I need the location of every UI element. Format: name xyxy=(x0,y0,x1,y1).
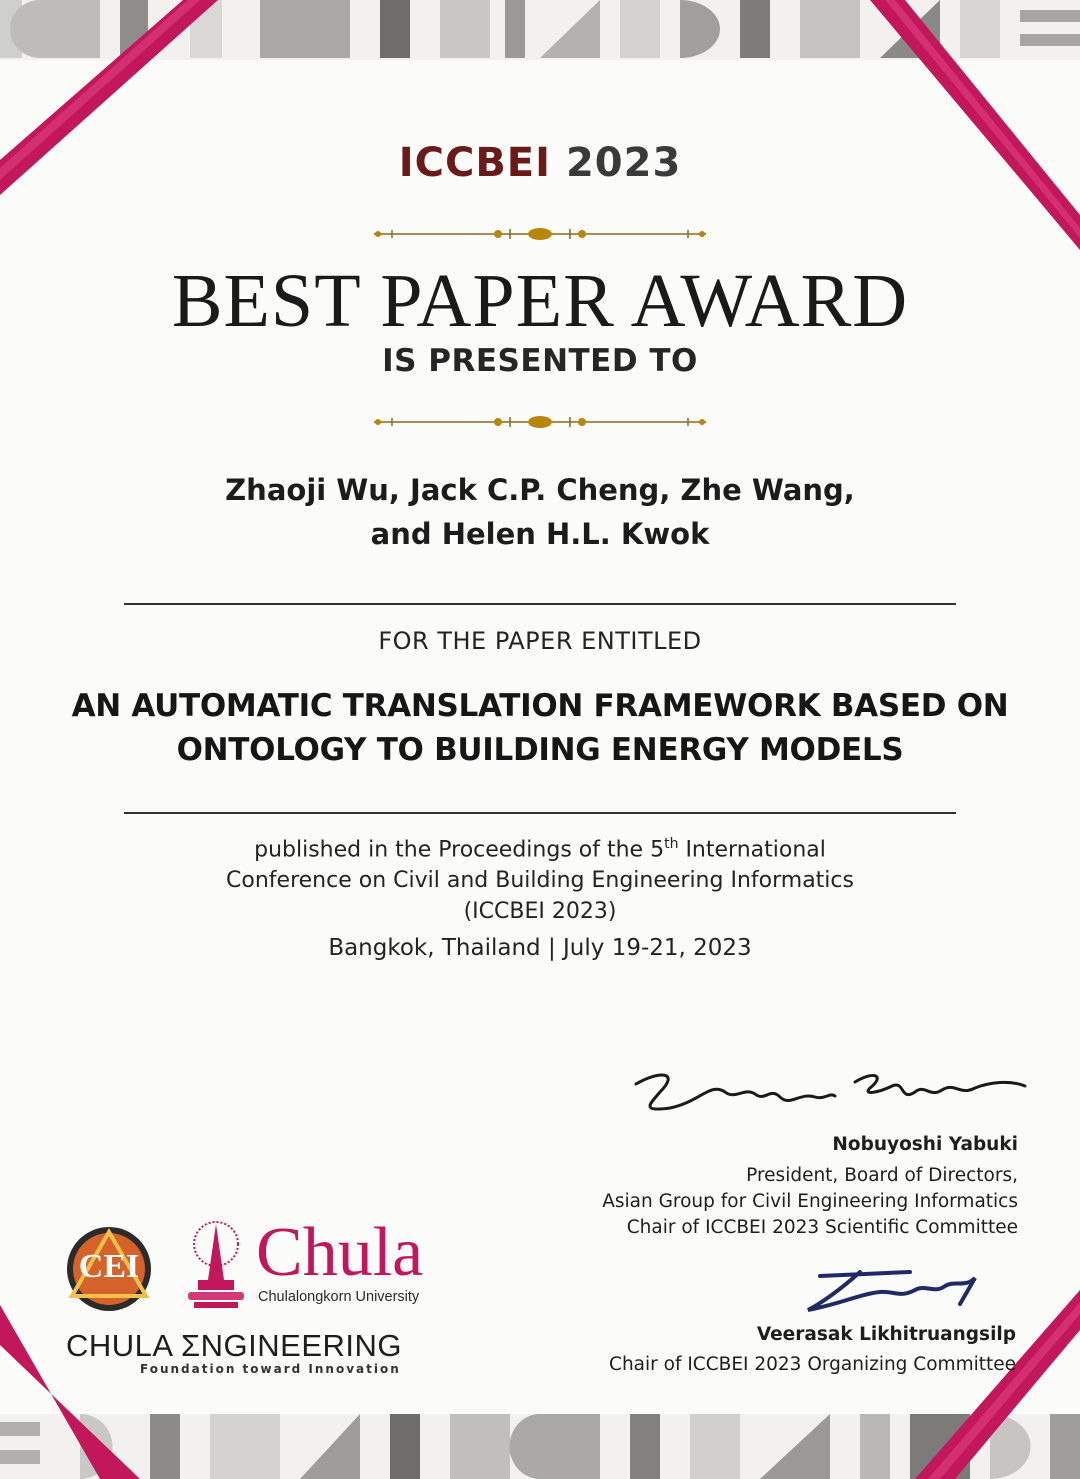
publication-line-3: (ICCBEI 2023) xyxy=(463,899,617,924)
signatory-2-name: Veerasak Likhitruangsilp xyxy=(756,1324,1016,1345)
signatory-1 xyxy=(602,1132,1018,1241)
paper-title-line-2: ONTOLOGY TO BUILDING ENERGY MODELS xyxy=(176,732,904,768)
signatory-1-role-1: President, Board of Directors, xyxy=(746,1165,1018,1186)
ornament-divider-bottom xyxy=(370,412,710,432)
publication-line-1-post: International xyxy=(678,837,826,863)
publication-line-1 xyxy=(0,836,1080,862)
divider-rule-top xyxy=(124,603,956,605)
chula-engineering-logo: CHULA ΣNGINEERING xyxy=(66,1328,402,1363)
publication-line-2: Conference on Civil and Building Engineering Informatics xyxy=(226,868,854,893)
signatory-2 xyxy=(609,1322,1016,1378)
paper-title-line-1: AN AUTOMATIC TRANSLATION FRAMEWORK BASED ON xyxy=(71,688,1009,724)
recipients-line-1: Zhaoji Wu, Jack C.P. Cheng, Zhe Wang, xyxy=(225,473,855,507)
signatory-1-role-3: Chair of ICCBEI 2023 Scientific Committee xyxy=(626,1217,1018,1238)
conference-title xyxy=(0,140,1080,186)
award-title: BEST PAPER AWARD xyxy=(171,259,909,343)
conference-title-part2: 2023 xyxy=(551,140,682,186)
chula-logo-text: Chula xyxy=(256,1214,424,1291)
cei-logo-text: CEI xyxy=(78,1248,140,1285)
signatory-1-name: Nobuyoshi Yabuki xyxy=(832,1134,1018,1155)
chula-engineering-tagline: Foundation toward Innovation xyxy=(140,1362,401,1376)
chula-university-subtitle: Chulalongkorn University xyxy=(258,1289,420,1305)
recipients-line-2: and Helen H.L. Kwok xyxy=(370,517,710,551)
conference-title-part1: ICCBEI xyxy=(398,140,552,186)
signatory-2-role-1: Chair of ICCBEI 2023 Organizing Committee xyxy=(609,1354,1016,1375)
publication-ordinal-suffix: th xyxy=(664,836,679,852)
presented-to-label: IS PRESENTED TO xyxy=(382,343,698,379)
location-date: Bangkok, Thailand | July 19-21, 2023 xyxy=(328,935,752,961)
chula-emblem-icon xyxy=(184,1220,248,1312)
signatory-1-role-2: Asian Group for Civil Engineering Informatics xyxy=(602,1191,1018,1212)
signature-likhitruangsilp xyxy=(800,1264,990,1314)
paper-entitled-label: FOR THE PAPER ENTITLED xyxy=(378,627,702,655)
ornament-divider-top xyxy=(370,224,710,244)
divider-rule-bottom xyxy=(124,812,956,814)
signature-yabuki xyxy=(630,1062,1030,1122)
publication-line-1-pre: published in the Proceedings of the 5 xyxy=(254,837,665,863)
